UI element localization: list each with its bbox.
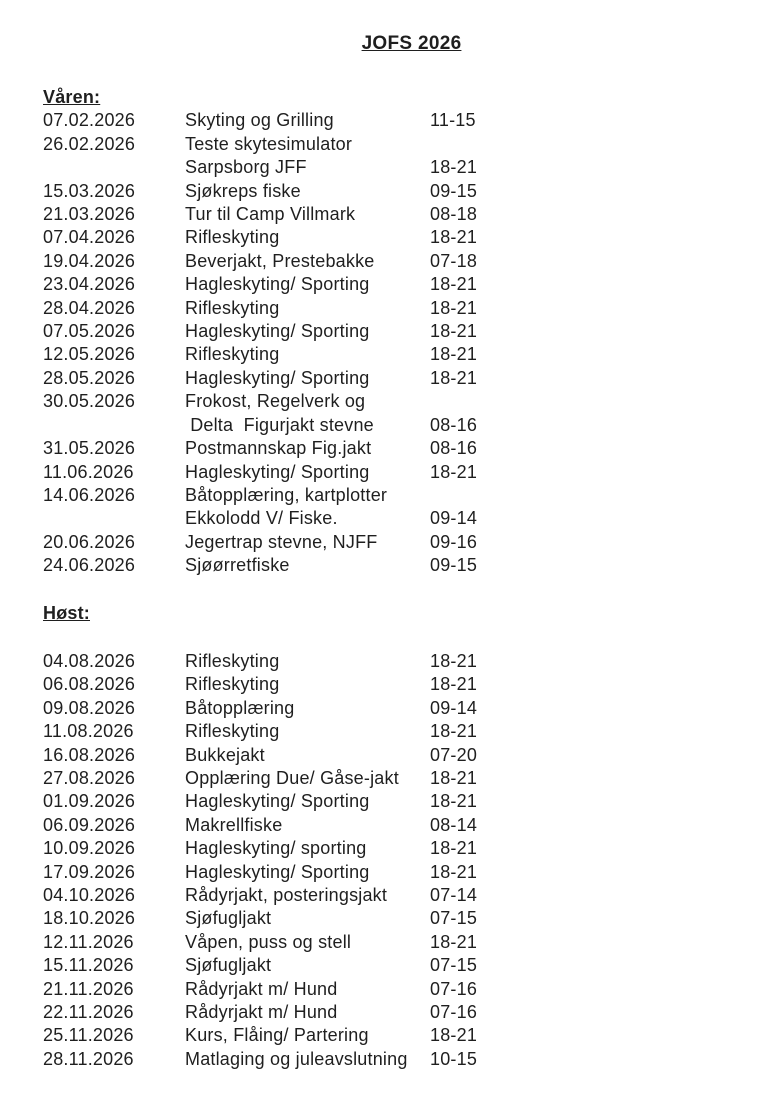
event-date: 28.11.2026	[43, 1048, 134, 1069]
schedule-row	[43, 931, 738, 954]
schedule-row	[43, 390, 738, 413]
event-activity: Teste skytesimulator	[185, 133, 353, 154]
event-date	[43, 414, 185, 437]
event-activity: Makrellfiske	[185, 814, 283, 835]
schedule-row	[43, 367, 738, 390]
event-date: 07.04.2026	[43, 227, 136, 248]
event-date: 04.10.2026	[43, 885, 136, 905]
event-activity: Sjøfugljakt	[185, 908, 272, 929]
schedule-row	[43, 744, 738, 767]
schedule-row	[43, 554, 738, 577]
event-activity: Sjøfugljakt	[185, 955, 272, 976]
event-activity: Sjøkreps fiske	[185, 180, 301, 201]
event-date: 27.08.2026	[43, 767, 136, 788]
event-time: 09-15	[430, 180, 478, 201]
event-date: 01.09.2026	[43, 791, 136, 812]
season-section	[43, 86, 738, 578]
schedule-row	[43, 650, 738, 673]
schedule-row	[43, 250, 738, 273]
event-time: 09-16	[430, 531, 478, 552]
schedule-row	[43, 507, 738, 530]
event-activity: Rifleskyting	[185, 297, 280, 318]
event-date: 31.05.2026	[43, 438, 136, 459]
schedule-row	[43, 978, 738, 1001]
event-activity: Rifleskyting	[185, 227, 280, 248]
event-time: 18-21	[430, 721, 478, 742]
event-time: 18-21	[430, 274, 478, 295]
event-activity: Rådyrjakt m/ Hund	[185, 1002, 338, 1023]
schedule-row	[43, 273, 738, 296]
event-date: 11.08.2026	[43, 721, 134, 742]
schedule-row	[43, 837, 738, 860]
event-time: 18-21	[430, 344, 478, 365]
page-title: JOFS 2026	[361, 33, 462, 54]
schedule-row	[43, 320, 738, 343]
event-time: 18-21	[430, 321, 478, 342]
schedule-row	[43, 203, 738, 226]
event-activity: Beverjakt, Prestebakke	[185, 250, 375, 271]
event-activity: Opplæring Due/ Gåse-jakt	[185, 767, 399, 788]
event-date: 20.06.2026	[43, 531, 136, 552]
event-activity: Delta Figurjakt stevne	[185, 414, 374, 435]
event-time: 18-21	[430, 767, 478, 788]
event-date: 30.05.2026	[43, 391, 136, 412]
schedule-row	[43, 673, 738, 696]
event-time: 09-15	[430, 555, 478, 576]
event-date: 09.08.2026	[43, 697, 136, 718]
event-activity: Rifleskyting	[185, 344, 280, 365]
event-activity: Bukkejakt	[185, 744, 265, 765]
event-date: 28.05.2026	[43, 367, 136, 388]
event-time: 07-18	[430, 250, 478, 271]
schedule-row	[43, 133, 738, 156]
event-activity: Rådyrjakt m/ Hund	[185, 978, 338, 999]
event-date: 23.04.2026	[43, 274, 136, 295]
schedule-row	[43, 1048, 738, 1071]
event-time: 18-21	[430, 1025, 478, 1046]
event-date: 04.08.2026	[43, 650, 136, 671]
event-date: 18.10.2026	[43, 908, 136, 929]
event-time: 08-16	[430, 438, 478, 459]
event-time: 07-15	[430, 955, 478, 976]
event-activity: Våpen, puss og stell	[185, 931, 352, 952]
schedule-row	[43, 156, 738, 179]
event-activity: Båtopplæring, kartplotter	[185, 484, 388, 505]
schedule-row	[43, 297, 738, 320]
event-date: 25.11.2026	[43, 1025, 134, 1046]
event-date: 16.08.2026	[43, 744, 136, 765]
schedule-row	[43, 767, 738, 790]
event-date: 19.04.2026	[43, 250, 136, 271]
event-date: 06.08.2026	[43, 674, 136, 695]
event-time: 11-15	[430, 110, 476, 131]
schedule-row	[43, 790, 738, 813]
schedule-row	[43, 1001, 738, 1024]
event-activity: Sarpsborg JFF	[185, 157, 307, 178]
season-section	[43, 602, 738, 1072]
event-activity: Sjøørretfiske	[185, 555, 290, 576]
event-activity: Hagleskyting/ Sporting	[185, 791, 370, 812]
event-time: 09-14	[430, 697, 478, 718]
schedule-row	[43, 343, 738, 366]
event-activity: Rifleskyting	[185, 721, 280, 742]
schedule-row	[43, 531, 738, 554]
event-date	[43, 507, 185, 530]
schedule-row	[43, 461, 738, 484]
event-time: 07-16	[430, 1002, 478, 1023]
event-time: 07-14	[430, 885, 478, 905]
event-time: 08-18	[430, 204, 478, 225]
event-date: 06.09.2026	[43, 814, 136, 835]
schedule-row	[43, 484, 738, 507]
event-date: 12.05.2026	[43, 344, 136, 365]
event-time: 18-21	[430, 461, 478, 482]
schedule-row	[43, 414, 738, 437]
event-activity: Hagleskyting/ Sporting	[185, 321, 370, 342]
event-activity: Rifleskyting	[185, 674, 280, 695]
event-date: 22.11.2026	[43, 1002, 134, 1023]
schedule-row	[43, 814, 738, 837]
event-activity: Kurs, Flåing/ Partering	[185, 1025, 369, 1046]
schedule-row	[43, 109, 738, 132]
event-time: 18-21	[430, 861, 478, 882]
event-time: 07-16	[430, 978, 478, 999]
schedule-row	[43, 720, 738, 743]
event-date: 14.06.2026	[43, 484, 136, 505]
event-activity: Jegertrap stevne, NJFF	[185, 531, 378, 552]
schedule-row	[43, 697, 738, 720]
event-activity: Frokost, Regelverk og	[185, 391, 366, 412]
event-activity: Ekkolodd V/ Fiske.	[185, 508, 338, 529]
event-time: 10-15	[430, 1048, 478, 1069]
event-date	[43, 156, 185, 179]
schedule-row	[43, 907, 738, 930]
event-date: 11.06.2026	[43, 461, 134, 482]
event-time: 18-21	[430, 157, 478, 178]
schedule-row	[43, 226, 738, 249]
schedule-row	[43, 437, 738, 460]
schedule-row	[43, 954, 738, 977]
event-time: 08-14	[430, 814, 478, 835]
event-activity: Hagleskyting/ Sporting	[185, 367, 370, 388]
event-time: 18-21	[430, 297, 478, 318]
event-date: 07.05.2026	[43, 321, 136, 342]
event-activity: Hagleskyting/ Sporting	[185, 861, 370, 882]
event-activity: Rifleskyting	[185, 650, 280, 671]
event-time: 18-21	[430, 838, 478, 859]
event-activity: Hagleskyting/ Sporting	[185, 274, 370, 295]
event-time: 18-21	[430, 367, 478, 388]
schedule-row	[43, 180, 738, 203]
event-time: 07-15	[430, 908, 478, 929]
event-date: 10.09.2026	[43, 838, 136, 859]
event-date: 12.11.2026	[43, 931, 134, 952]
event-date: 21.03.2026	[43, 204, 136, 225]
event-date: 21.11.2026	[43, 978, 134, 999]
event-time: 18-21	[430, 674, 478, 695]
event-activity: Hagleskyting/ Sporting	[185, 461, 370, 482]
event-date: 15.03.2026	[43, 180, 136, 201]
event-date: 24.06.2026	[43, 555, 136, 576]
schedule-row	[43, 1024, 738, 1047]
schedule-row	[43, 884, 738, 907]
section-heading: Våren:	[43, 87, 101, 107]
schedule-sections	[43, 86, 738, 1071]
event-date: 17.09.2026	[43, 861, 136, 882]
event-activity: Skyting og Grilling	[185, 110, 334, 131]
event-activity: Matlaging og juleavslutning	[185, 1048, 408, 1069]
event-time: 18-21	[430, 791, 478, 812]
event-time: 08-16	[430, 414, 478, 435]
event-date: 28.04.2026	[43, 297, 136, 318]
event-activity: Båtopplæring	[185, 697, 295, 718]
event-activity: Hagleskyting/ sporting	[185, 838, 367, 859]
schedule-row	[43, 861, 738, 884]
event-date: 26.02.2026	[43, 133, 136, 154]
event-activity: Tur til Camp Villmark	[185, 204, 356, 225]
section-heading: Høst:	[43, 602, 90, 623]
event-time: 07-20	[430, 744, 478, 765]
event-activity: Rådyrjakt, posteringsjakt	[185, 885, 388, 905]
event-date: 07.02.2026	[43, 110, 136, 131]
event-date: 15.11.2026	[43, 955, 134, 976]
event-activity: Postmannskap Fig.jakt	[185, 438, 372, 459]
event-time: 18-21	[430, 227, 478, 248]
event-time: 18-21	[430, 931, 478, 952]
event-time: 09-14	[430, 508, 478, 529]
event-time: 18-21	[430, 650, 478, 671]
